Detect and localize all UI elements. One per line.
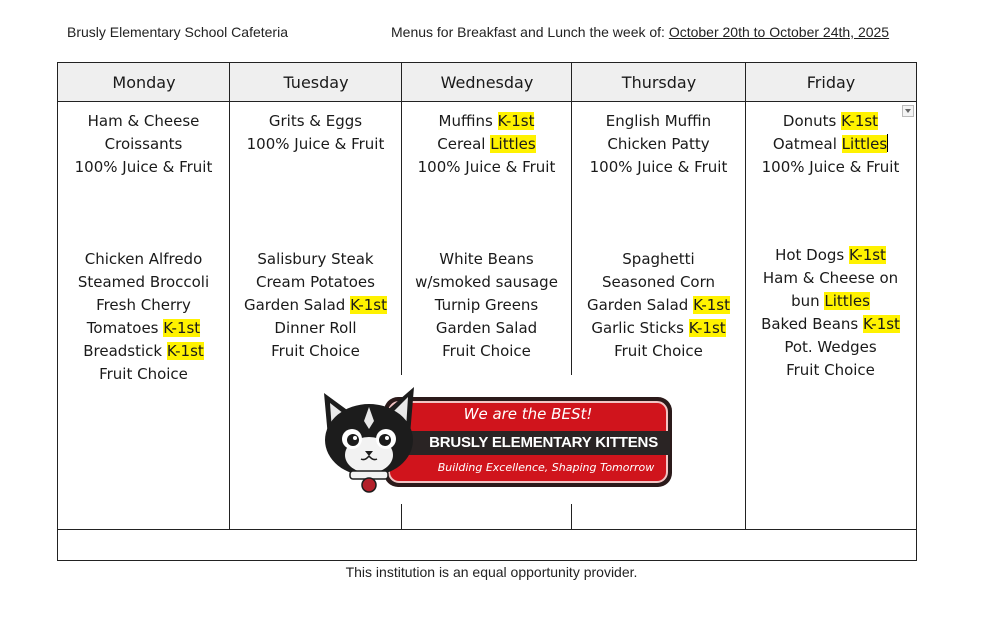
menu-item: Tomatoes K-1st	[86, 319, 201, 337]
menu-item: Ham & Cheese	[87, 112, 200, 130]
menu-week-prefix: Menus for Breakfast and Lunch the week of:	[391, 24, 669, 40]
menu-item: Garden Salad K-1st	[586, 296, 731, 314]
menu-item: Cereal Littles	[437, 135, 536, 153]
breakfast-cell-tuesday[interactable]	[230, 110, 401, 156]
kitten-mascot-icon	[314, 385, 424, 495]
grade-tag: Littles	[824, 292, 870, 310]
menu-item: Hot Dogs K-1st	[775, 246, 886, 264]
school-logo	[314, 385, 672, 495]
grade-tag: K-1st	[688, 319, 726, 337]
day-header-wednesday: Wednesday	[440, 73, 534, 92]
menu-item: Garden Salad	[435, 319, 538, 337]
menu-item: Chicken Patty	[607, 135, 710, 153]
menu-item: White Beans	[439, 250, 534, 268]
logo-tagline-bottom: Building Excellence, Shaping Tomorrow	[437, 461, 655, 474]
breakfast-cell-monday[interactable]	[58, 110, 229, 179]
grade-tag: Littles	[841, 135, 888, 153]
lunch-cell-friday[interactable]	[746, 244, 915, 382]
cell-dropdown-button[interactable]	[902, 105, 914, 117]
lunch-cell-wednesday[interactable]	[402, 248, 571, 363]
menu-item: Muffins K-1st	[438, 112, 535, 130]
grade-tag: K-1st	[693, 296, 731, 314]
menu-item: w/smoked sausage	[415, 273, 558, 291]
menu-item: Cream Potatoes	[256, 273, 375, 291]
menu-item: 100% Juice & Fruit	[74, 158, 213, 176]
day-header-friday: Friday	[806, 73, 856, 92]
logo-school-name: BRUSLY ELEMENTARY KITTENS	[429, 434, 658, 451]
grade-tag: K-1st	[863, 315, 900, 333]
breakfast-cell-thursday[interactable]	[572, 110, 745, 179]
day-header-monday: Monday	[112, 73, 176, 92]
menu-week-heading	[391, 24, 889, 40]
chevron-down-icon	[905, 109, 911, 113]
lunch-cell-monday[interactable]	[58, 248, 229, 386]
menu-item: Turnip Greens	[434, 296, 539, 314]
grade-tag: K-1st	[849, 246, 886, 264]
lunch-cell-thursday[interactable]	[572, 248, 745, 363]
menu-item: Baked Beans K-1st	[761, 315, 900, 333]
menu-item: Fresh Cherry	[96, 296, 191, 314]
equal-opportunity-note: This institution is an equal opportunity provider.	[345, 564, 638, 580]
day-header-thursday: Thursday	[621, 73, 697, 92]
grade-tag: K-1st	[497, 112, 535, 130]
text-cursor	[887, 134, 888, 152]
column-divider	[571, 504, 572, 529]
logo-tagline-top: We are the BESt!	[463, 405, 593, 423]
date-range[interactable]: October 20th to October 24th, 2025	[668, 24, 890, 40]
menu-item: Chicken Alfredo	[84, 250, 203, 268]
breakfast-cell-wednesday[interactable]	[402, 110, 571, 179]
menu-item: Oatmeal Littles	[772, 135, 888, 153]
day-header-row	[58, 63, 916, 102]
menu-item: Seasoned Corn	[601, 273, 716, 291]
menu-item: Grits & Eggs	[268, 112, 363, 130]
menu-item: Fruit Choice	[786, 361, 875, 379]
menu-item: Pot. Wedges	[784, 338, 877, 356]
grade-tag: K-1st	[163, 319, 201, 337]
row-divider	[58, 529, 916, 530]
menu-item: Dinner Roll	[274, 319, 357, 337]
breakfast-cell-friday[interactable]	[746, 110, 915, 179]
menu-item: Ham & Cheese on	[762, 269, 899, 287]
menu-item: Fruit Choice	[614, 342, 703, 360]
menu-item: 100% Juice & Fruit	[417, 158, 556, 176]
menu-item: Breadstick K-1st	[83, 342, 204, 360]
menu-item: bun Littles	[791, 292, 870, 310]
menu-item: 100% Juice & Fruit	[589, 158, 728, 176]
menu-item: Donuts K-1st	[782, 112, 879, 130]
school-name: Brusly Elementary School Cafeteria	[67, 24, 288, 40]
column-divider	[401, 504, 402, 529]
menu-item: Garden Salad K-1st	[243, 296, 388, 314]
lunch-cell-tuesday[interactable]	[230, 248, 401, 363]
day-header-tuesday: Tuesday	[283, 73, 349, 92]
grade-tag: Littles	[490, 135, 536, 153]
menu-item: 100% Juice & Fruit	[761, 158, 900, 176]
menu-item: Fruit Choice	[271, 342, 360, 360]
menu-item: 100% Juice & Fruit	[246, 135, 385, 153]
menu-item: Fruit Choice	[99, 365, 188, 383]
menu-item: Croissants	[104, 135, 183, 153]
grade-tag: K-1st	[350, 296, 388, 314]
menu-item: Spaghetti	[622, 250, 695, 268]
menu-item: Fruit Choice	[442, 342, 531, 360]
menu-item: Steamed Broccoli	[77, 273, 210, 291]
menu-item: English Muffin	[605, 112, 712, 130]
grade-tag: K-1st	[841, 112, 879, 130]
menu-item: Salisbury Steak	[257, 250, 374, 268]
menu-item: Garlic Sticks K-1st	[591, 319, 726, 337]
grade-tag: K-1st	[166, 342, 204, 360]
